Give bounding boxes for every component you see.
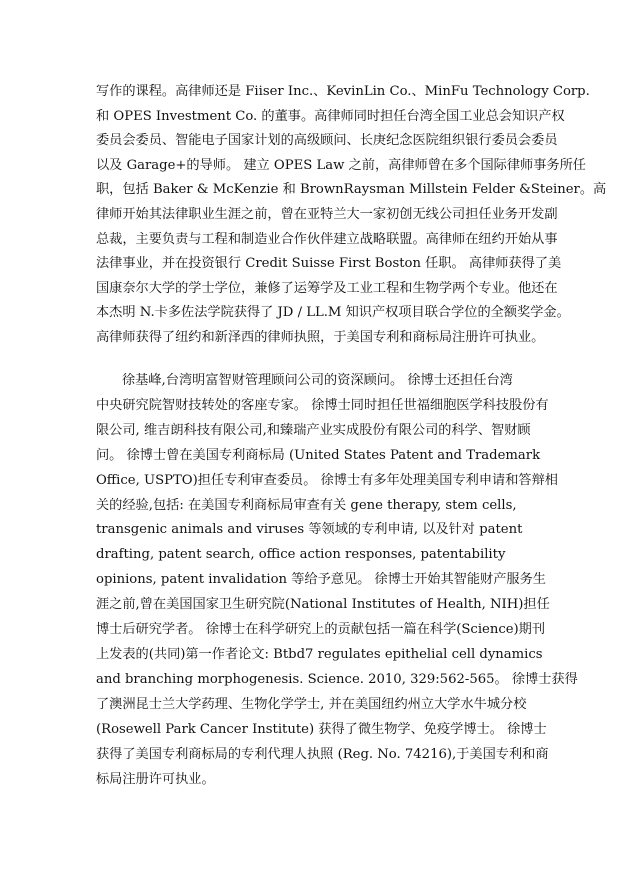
text-line: 上发表的(共同)第一作者论文: Btbd7 regulates epithelial cell dynamics [96, 646, 543, 662]
text-line: 职，包括 Baker & McKenzie 和 BrownRaysman Millstein Felder &Steiner。高 [96, 182, 607, 198]
text-line: Office, USPTO)担任专利审查委员。 徐博士有多年处理美国专利申请和答辩相 [96, 472, 558, 488]
text-line: transgenic animals and viruses 等领域的专利申请, 以及针对 patent [96, 522, 523, 538]
text-line: 关的经验,包括: 在美国专利商标局审查有关 gene therapy, stem cells, [96, 497, 517, 513]
text-line: opinions, patent invalidation 等给予意见。 徐博士开始其智能财产服务生 [96, 572, 546, 588]
text-line: 高律师获得了纽约和新泽西的律师执照，于美国专利和商标局注册许可执业。 [96, 329, 545, 345]
text-line: 委员会委员、智能电子国家计划的高级顾问、长庚纪念医院组织银行委员会委员 [96, 133, 558, 149]
text-line: 法律事业，并在投资银行 Credit Suisse First Boston 任职。 高律师获得了美 [96, 256, 562, 272]
text-line: 问。 徐博士曾在美国专利商标局 (United States Patent and Trademark [96, 447, 541, 463]
text-line: 国康奈尔大学的学士学位，兼修了运筹学及工业工程和生物学两个专业。他还在 [96, 280, 558, 296]
text-line: 本杰明 N.卡多佐法学院获得了 JD / LL.M 知识产权项目联合学位的全额奖学金。 [96, 305, 570, 321]
text-line: 涯之前,曾在美国国家卫生研究院(National Institutes of Health, NIH)担任 [96, 597, 550, 613]
text-line: 博士后研究学者。 徐博士在科学研究上的贡献包括一篇在科学(Science)期刊 [96, 622, 546, 638]
text-line: 总裁，主要负责与工程和制造业合作伙伴建立战略联盟。高律师在纽约开始从事 [96, 231, 558, 247]
text-line: 获得了美国专利商标局的专利代理人执照 (Reg. No. 74216),于美国专利和商 [96, 746, 549, 762]
text-line: 限公司, 维吉朗科技有限公司,和臻瑞产业实成股份有限公司的科学、智财顾 [96, 422, 531, 438]
text-line: 徐基峰,台湾明富智财管理顾问公司的资深顾问。 徐博士还担任台湾 [122, 373, 513, 388]
text-line: drafting, patent search, office action responses, patentability [96, 547, 506, 563]
paragraph-attorney-bio [96, 80, 606, 351]
paragraph-consultant-bio [96, 369, 578, 792]
text-line: (Rosewell Park Cancer Institute) 获得了微生物学、免疫学博士。 徐博士 [96, 721, 547, 737]
text-line: 中央研究院智财技转处的客座专家。 徐博士同时担任世福细胞医学科技股份有 [96, 397, 549, 413]
text-line: 律师开始其法律职业生涯之前，曾在亚特兰大一家初创无线公司担任业务开发副 [96, 206, 558, 222]
text-line: and branching morphogenesis. Science. 2010, 329:562-565。 徐博士获得 [96, 671, 578, 687]
text-line: 了澳洲昆士兰大学药理、生物化学学士, 并在美国纽约州立大学水牛城分校 [96, 696, 527, 712]
text-line: 以及 Garage+的导师。 建立 OPES Law 之前，高律师曾在多个国际律师事务所任 [96, 157, 586, 173]
text-line: 标局注册许可执业。 [96, 771, 215, 787]
text-line: 写作的课程。高律师还是 Fiiser Inc.、KevinLin Co.、MinFu Technology Corp. [96, 84, 590, 99]
text-line: 和 OPES Investment Co. 的董事。高律师同时担任台湾全国工业总会知识产权 [96, 108, 565, 124]
